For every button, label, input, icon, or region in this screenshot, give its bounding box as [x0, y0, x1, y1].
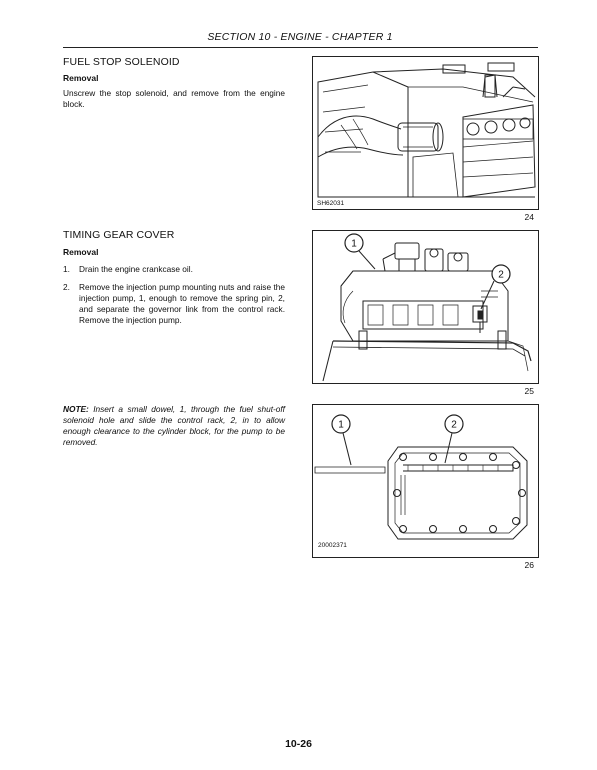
note-label: NOTE: [63, 404, 89, 414]
callout-2 [481, 265, 510, 309]
subheading-removal: Removal [63, 247, 99, 257]
step-text: Drain the engine crankcase oil. [79, 264, 193, 274]
figure-26-control-rack [312, 404, 539, 558]
figure-24-solenoid-photo [312, 56, 539, 210]
callout-1 [345, 234, 375, 269]
figure-26-image-code: 20002371 [318, 542, 347, 549]
callout-label: 2 [498, 269, 504, 281]
section-title-fuel-stop-solenoid: FUEL STOP SOLENOID [63, 56, 180, 68]
paragraph-solenoid-removal: Unscrew the stop solenoid, and remove from the engine block. [63, 88, 285, 109]
step-1 [63, 264, 285, 275]
step-2 [63, 282, 285, 326]
control-rack-illustration [313, 405, 538, 557]
step-text: Remove the injection pump mounting nuts and raise the injection pump, 1, enough to remove the spring pin, 2, and separate the governor link from the control rack. Remove the injection pump. [79, 282, 285, 325]
callout-label: 2 [451, 419, 457, 431]
section-header: SECTION 10 - ENGINE - CHAPTER 1 [207, 31, 393, 43]
header-divider [63, 47, 538, 48]
figure-26-number: 26 [524, 560, 534, 570]
subheading-removal: Removal [63, 73, 99, 83]
injection-pump-illustration [313, 231, 538, 383]
figure-24-image-code: SH62031 [317, 200, 345, 207]
figure-24-number: 24 [524, 212, 534, 222]
callout-1 [332, 415, 351, 465]
page-number: 10-26 [285, 738, 312, 750]
note-text: Insert a small dowel, 1, through the fuel shut-off solenoid hole and slide the control rack, 2, in to allow enough clearance to the cylinder block, for the pump to be removed. [63, 404, 285, 447]
step-number: 1. [63, 264, 70, 274]
note-paragraph [63, 404, 285, 448]
step-number: 2. [63, 282, 70, 292]
section-title-timing-gear-cover: TIMING GEAR COVER [63, 229, 175, 241]
figure-25-number: 25 [524, 386, 534, 396]
figure-25-injection-pump [312, 230, 539, 384]
callout-2 [445, 415, 463, 463]
callout-label: 1 [351, 238, 357, 250]
solenoid-illustration [313, 57, 538, 209]
callout-label: 1 [338, 419, 344, 431]
